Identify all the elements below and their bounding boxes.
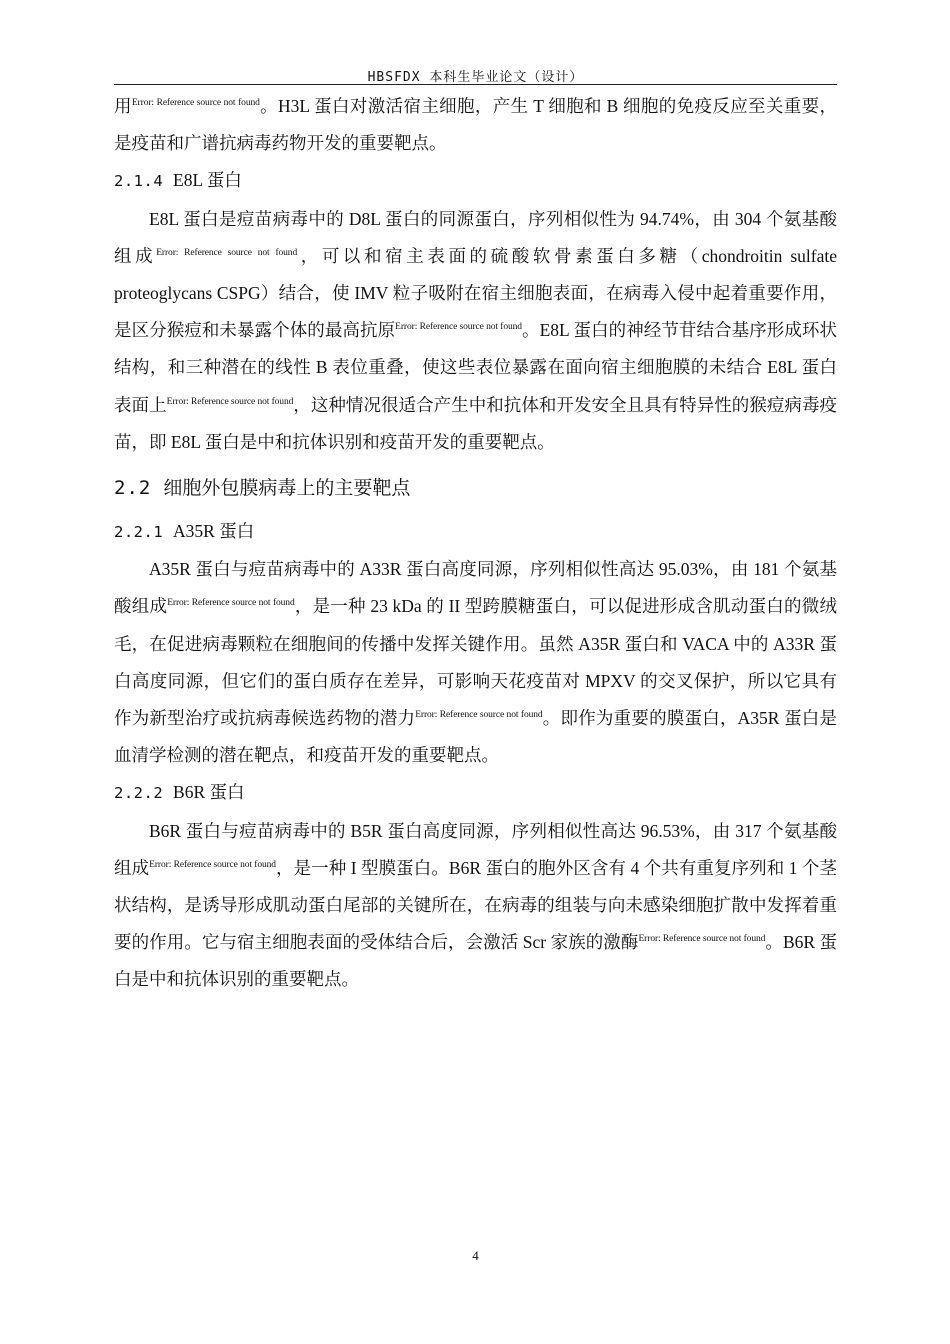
reference-error[interactable]: Error: Reference source not found [156,247,298,258]
reference-error[interactable]: Error: Reference source not found [415,710,543,721]
running-header: HBSFDX 本科生毕业论文（设计） [367,70,584,85]
heading-number: 2.2.1 [114,523,164,542]
text-run: 。即作为重要的膜蛋白，A35R 蛋白是血清学检测的潜在靶点，和疫苗开发的重要靶点。 [114,708,838,766]
reference-error[interactable]: Error: Reference source not found [131,98,260,108]
heading-title: E8L 蛋白 [173,170,242,191]
reference-error[interactable]: Error: Reference source not found [638,934,766,945]
text-run: A35R 蛋白与痘苗病毒中的 A33R 蛋白高度同源，序列相似性高达 95.03%，由 181 个氨基酸组成 [114,559,837,617]
text-run: E8L 蛋白是痘苗病毒中的 D8L 蛋白的同源蛋白，序列相似性为 94.74%，由 304 个氨基酸组成 [114,208,837,266]
paragraph-a35r [114,551,837,774]
page-number: 4 [472,1248,479,1263]
heading-number: 2.1.4 [114,172,164,191]
text-run: ，这种情况很适合产生中和抗体和开发安全且具有特异性的猴痘病毒疫苗，即 E8L 蛋白是中和抗体识别和疫苗开发的重要靶点。 [114,394,837,452]
heading-title: A35R 蛋白 [173,521,255,542]
header-rule [114,84,837,85]
reference-error[interactable]: Error: Reference source not found [395,322,522,333]
paragraph-e8l [114,201,837,461]
heading-2-1-4 [114,162,837,200]
paragraph-b6r [114,813,837,999]
text-run: 用 [114,96,132,116]
heading-title: 细胞外包膜病毒上的主要靶点 [163,477,411,500]
heading-2-2-1 [114,513,837,551]
paragraph-h3l-continued [114,88,837,162]
document-body [114,88,837,999]
text-run: ，可以和宿主表面的硫酸软骨素蛋白多糖（chondroitin sulfate proteoglycans CSPG）结合，使 IMV 粒子吸附在宿主细胞表面，在病毒入侵中起着重要作用，是区分猴痘和未暴露个体的最高抗原 [114,245,838,341]
text-run: B6R 蛋白与痘苗病毒中的 B5R 蛋白高度同源，序列相似性高达 96.53%，由 317 个氨基酸组成 [114,820,837,878]
text-run: 。E8L 蛋白的神经节苷结合基序形成环状结构，和三种潜在的线性 B 表位重叠，使这些表位暴露在面向宿主细胞膜的未结合 E8L 蛋白表面上 [114,320,837,415]
heading-2-2 [114,469,837,507]
heading-number: 2.2 [114,477,152,500]
heading-2-2-2 [114,774,837,812]
text-run: ，是一种 I 型膜蛋白。B6R 蛋白的胞外区含有 4 个共有重复序列和 1 个茎状结构，是诱导形成肌动蛋白尾部的关键所在，在病毒的组装与向未感染细胞扩散中发挥着重要的作用。它与宿主细胞表面的受体结合后，会激活 Scr 家族的激酶 [114,857,838,953]
heading-number: 2.2.2 [114,784,164,803]
reference-error[interactable]: Error: Reference source not found [166,396,294,407]
text-run: 。H3L 蛋白对激活宿主细胞，产生 T 细胞和 B 细胞的免疫反应至关重要，是疫苗和广谱抗病毒药物开发的重要靶点。 [114,96,837,154]
reference-error[interactable]: Error: Reference source not found [167,598,295,609]
heading-title: B6R 蛋白 [173,782,245,803]
reference-error[interactable]: Error: Reference source not found [149,859,276,870]
text-run: ，是一种 23 kDa 的 II 型跨膜糖蛋白，可以促进形成含肌动蛋白的微绒毛，在促进病毒颗粒在细胞间的传播中发挥关键作用。虽然 A35R 蛋白和 VACA 中的 A33R 蛋白高度同源，但它们的蛋白质存在差异，可影响天花疫苗对 MPXV 的交叉保护，所以它具有作为新型治疗或抗病毒候选药物的潜力 [114,596,837,729]
text-run: 。B6R 蛋白是中和抗体识别的重要靶点。 [114,932,837,990]
